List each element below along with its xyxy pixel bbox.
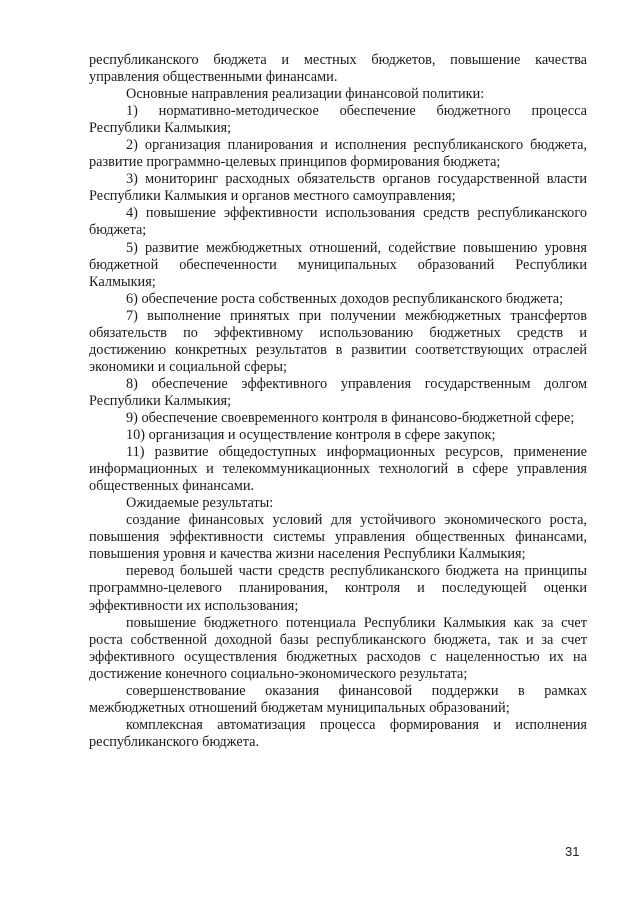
section-heading: Ожидаемые результаты: — [126, 495, 274, 512]
list-item: 11) развитие общедоступных информационных ресурсов, применение информационных и телекоммуникационных технологий в сфере управления общественных финансами. — [89, 444, 587, 495]
list-item: 5) развитие межбюджетных отношений, содействие повышению уровня бюджетной обеспеченности муниципальных образований Республики Калмыкия; — [89, 239, 587, 290]
page-number: 31 — [565, 844, 580, 859]
list-item: 10) организация и осуществление контроля в сфере закупок; — [126, 427, 496, 444]
list-item: 1) нормативно-методическое обеспечение бюджетного процесса Республики Калмыкия; — [89, 103, 587, 137]
result-item: создание финансовых условий для устойчивого экономического роста, повышения эффективности системы управления общественных финансами, повышения уровня и качества жизни населения Республики Калмыкия; — [89, 512, 587, 563]
list-item: 7) выполнение принятых при получении межбюджетных трансфертов обязательств по эффективному использованию бюджетных средств и достижению конкретных результатов в развитии соответствующих отраслей экономики и социальной сферы; — [89, 307, 587, 375]
list-item: 2) организация планирования и исполнения республиканского бюджета, развитие программно-целевых принципов формирования бюджета; — [89, 137, 587, 171]
result-item: перевод большей части средств республиканского бюджета на принципы программно-целевого планирования, контроля и последующей оценки эффективности их использования; — [89, 563, 587, 614]
result-item: повышение бюджетного потенциала Республики Калмыкия как за счет роста собственной доходной базы республиканского бюджета, так и за счет эффективного осуществления бюджетных расходов с нацеленностью их на достижение конечного социально-экономического результата; — [89, 614, 587, 682]
list-item: 8) обеспечение эффективного управления государственным долгом Республики Калмыкия; — [89, 375, 587, 409]
list-item: 3) мониторинг расходных обязательств органов государственной власти Республики Калмыкия и органов местного самоуправления; — [89, 171, 587, 205]
paragraph: республиканского бюджета и местных бюджетов, повышение качества управления общественными финансами. — [89, 52, 587, 86]
body-text — [89, 52, 587, 751]
list-item: 6) обеспечение роста собственных доходов республиканского бюджета; — [126, 290, 564, 307]
paragraph: Основные направления реализации финансовой политики: — [126, 86, 485, 103]
result-item: совершенствование оказания финансовой поддержки в рамках межбюджетных отношений бюджетам муниципальных образований; — [89, 682, 587, 716]
result-item: комплексная автоматизация процесса формирования и исполнения республиканского бюджета. — [89, 716, 587, 750]
list-item: 9) обеспечение своевременного контроля в финансово-бюджетной сфере; — [126, 409, 575, 426]
list-item: 4) повышение эффективности использования средств республиканского бюджета; — [89, 205, 587, 239]
